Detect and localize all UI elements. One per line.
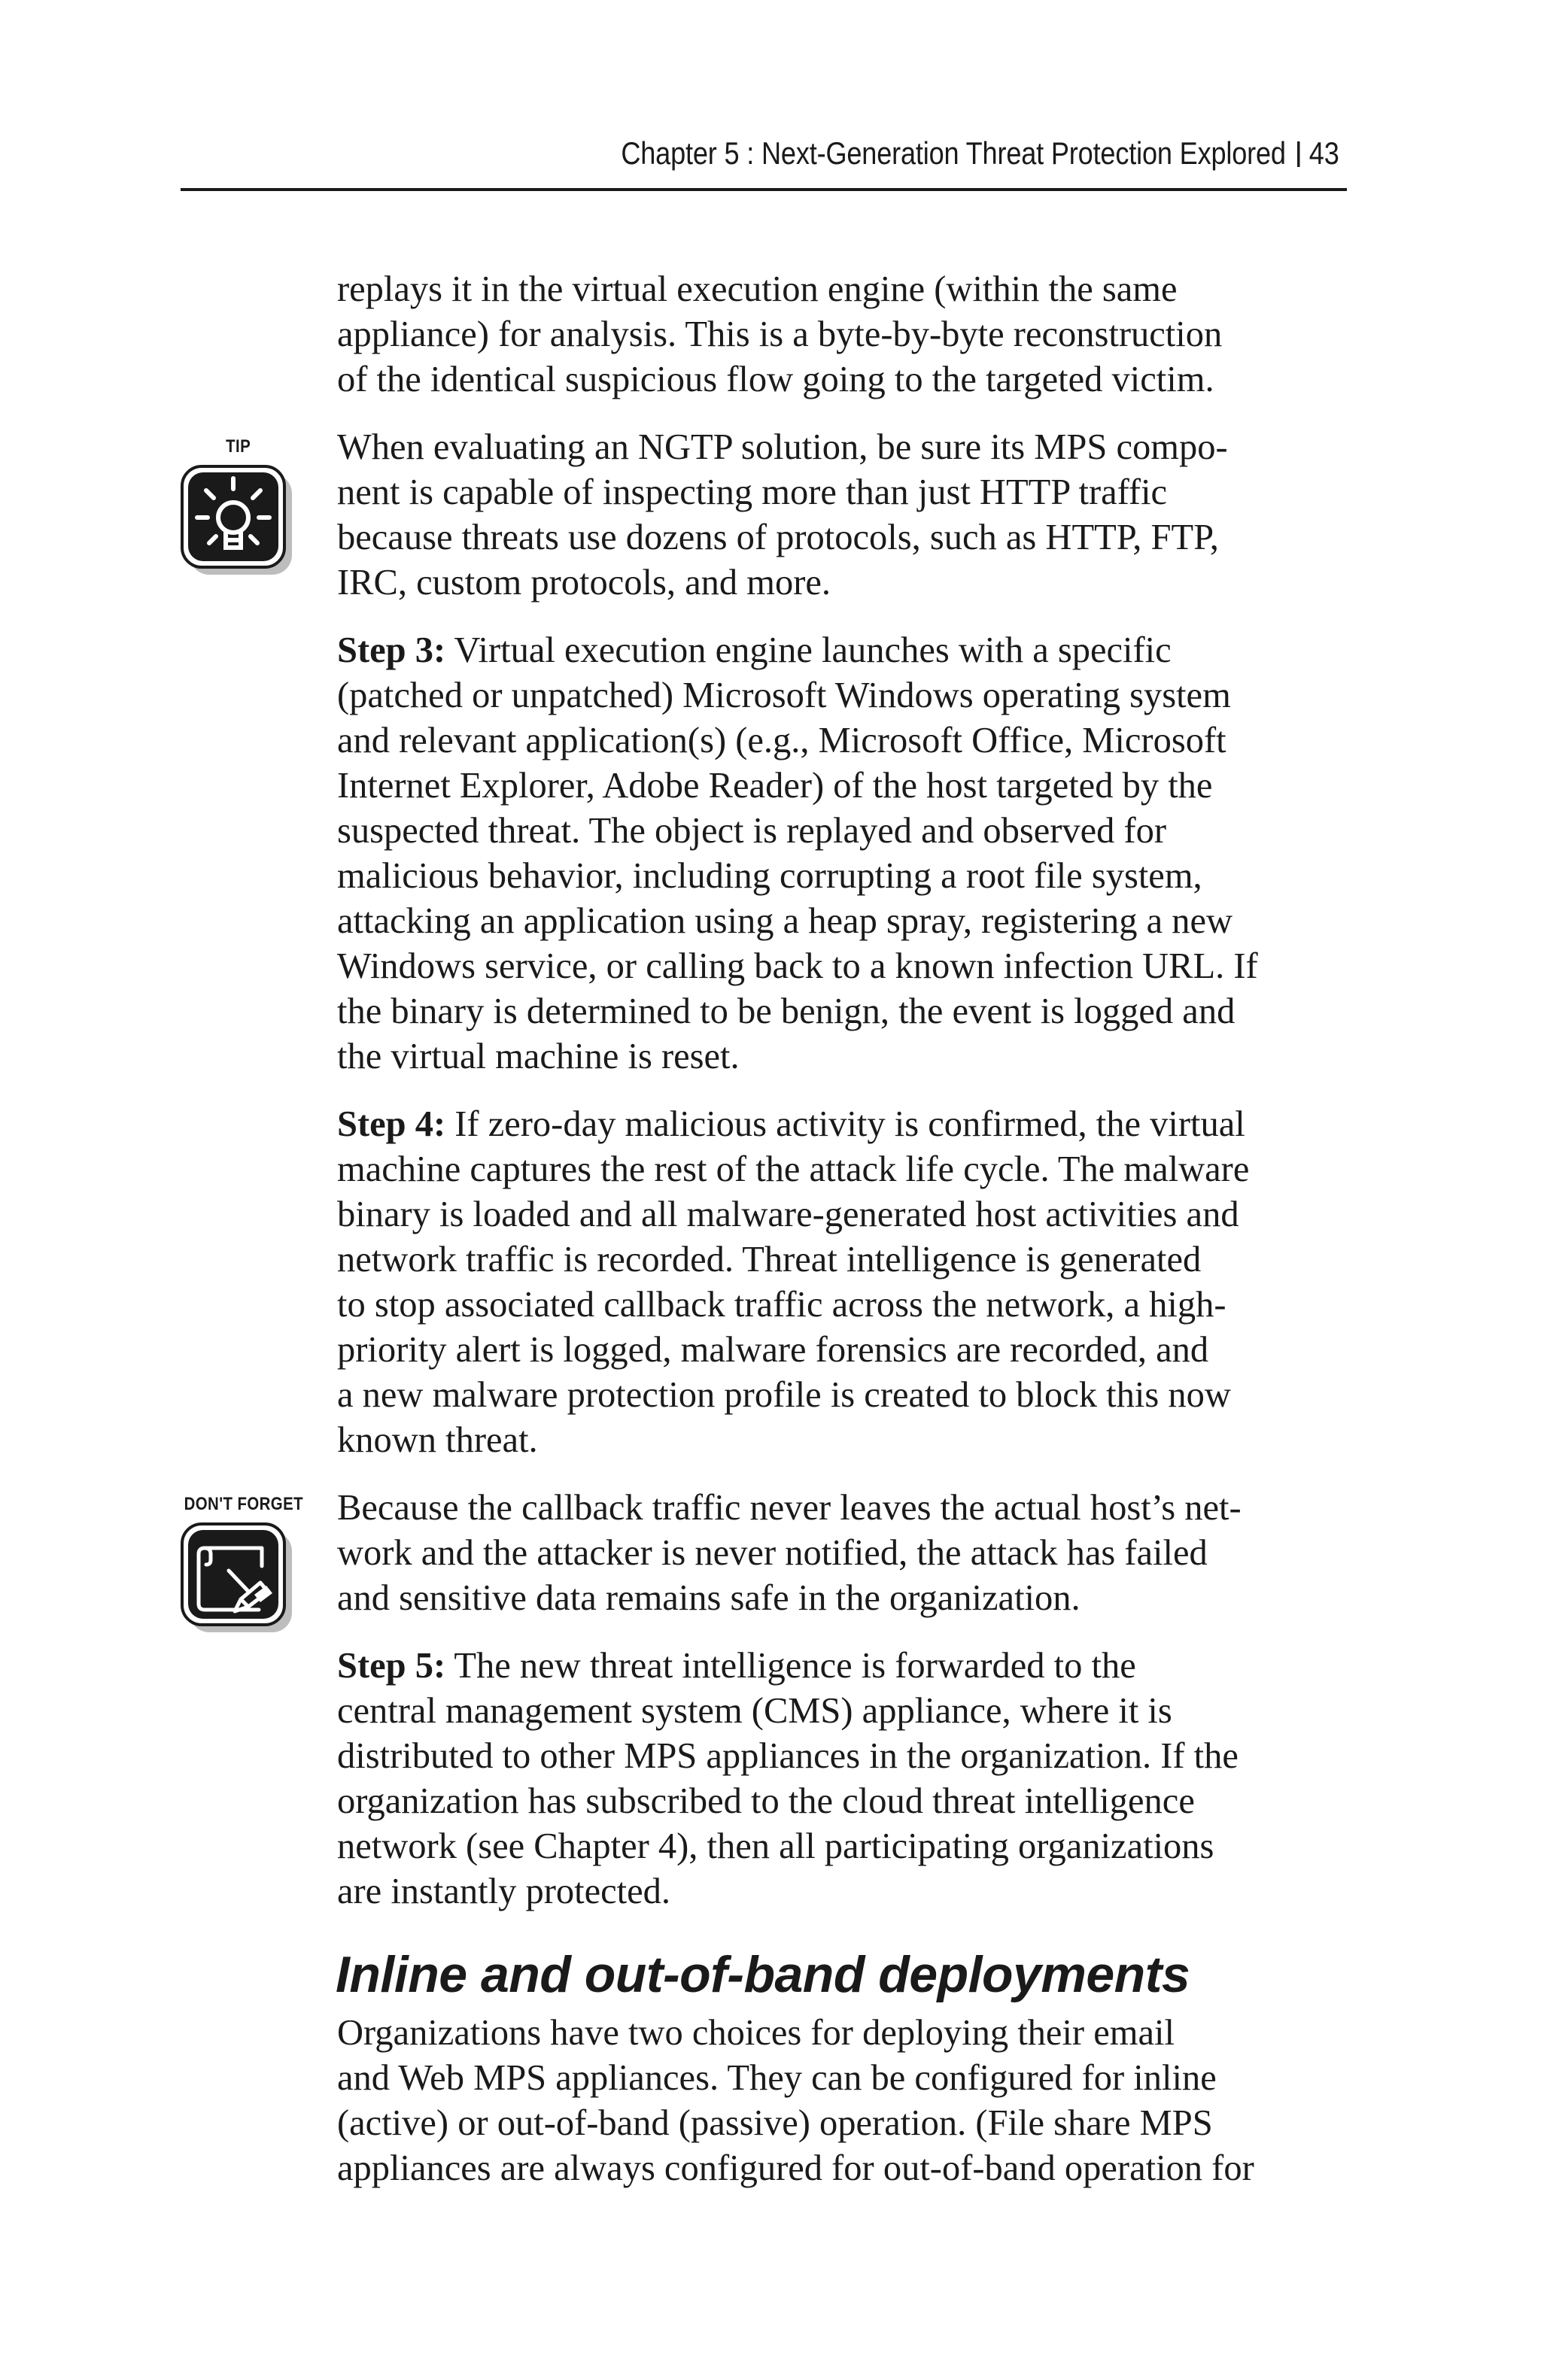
section-heading: Inline and out-of-band deployments: [336, 1946, 1190, 2003]
step-4-paragraph: [337, 1102, 1353, 1463]
page-number: 43: [1309, 135, 1339, 171]
header-separator: [1298, 141, 1300, 167]
tip-label: TIP: [226, 436, 251, 457]
running-head: [622, 135, 1339, 172]
step-4-text: If zero-day malicious activity is confirmed, the virtual machine captures the rest of the attack life cycle. The malware binary is loaded and all malware-generated host activities and network traffic is recorded. Threat intelligence is generated to stop associated callback traffic across the network, a high- priority alert is logged, malware forensics are recorded, and a new malware protection profile is created to block this now known threat.: [337, 1104, 1250, 1460]
step-5-text: The new threat intelligence is forwarded to the central management system (CMS) appliance, where it is distributed to other MPS appliances in the organization. If the organization has subscribed to the cloud threat intelligence network (see Chapter 4), then all participating organizations are instantly protected.: [337, 1646, 1239, 1911]
paragraph-continued: replays it in the virtual execution engine (within the same appliance) for analysis. This is a byte-by-byte reconstruction of the identical suspicious flow going to the targeted victim.: [337, 269, 1223, 399]
dont-forget-paragraph: Because the callback traffic never leaves the actual host’s net- work and the attacker is never notified, the attack has failed and sensitive data remains safe in the organization.: [337, 1488, 1242, 1618]
step-3-text: Virtual execution engine launches with a specific (patched or unpatched) Microsoft Windows operating system and relevant application(s) (e.g., Microsoft Office, Microsoft Internet Explorer, Adobe Reader) of the host targeted by the suspected threat. The object is replayed and observed for malicious behavior, including corrupting a root file system, attacking an application using a heap spray, registering a new Windows service, or calling back to a known infection URL. If the binary is determined to be benign, the event is logged and the virtual machine is reset.: [337, 630, 1258, 1076]
dont-forget-callout: [181, 1494, 304, 1626]
section-paragraph: Organizations have two choices for deploying their email and Web MPS appliances. They can be configured for inline (active) or out-of-band (passive) operation. (File share MPS appliances are always configured for out-of-band operation for: [337, 2013, 1254, 2188]
dont-forget-label: DON'T FORGET: [184, 1494, 304, 1514]
lightbulb-icon: [181, 465, 286, 569]
tip-paragraph: When evaluating an NGTP solution, be sure its MPS compo- nent is capable of inspecting more than just HTTP traffic because threats use dozens of protocols, such as HTTP, FTP, IRC, custom protocols, and more.: [337, 427, 1228, 603]
step-5-label: Step 5:: [337, 1646, 446, 1686]
page-header: [181, 126, 1347, 191]
step-4-label: Step 4:: [337, 1104, 446, 1144]
page-body: [337, 267, 1353, 2214]
chapter-title: Chapter 5 : Next-Generation Threat Protection Explored: [621, 135, 1287, 171]
step-3-label: Step 3:: [337, 630, 446, 670]
tip-callout: [181, 436, 301, 569]
scroll-pencil-icon: [181, 1522, 286, 1626]
step-3-paragraph: [337, 628, 1353, 1079]
step-5-paragraph: [337, 1644, 1353, 1914]
